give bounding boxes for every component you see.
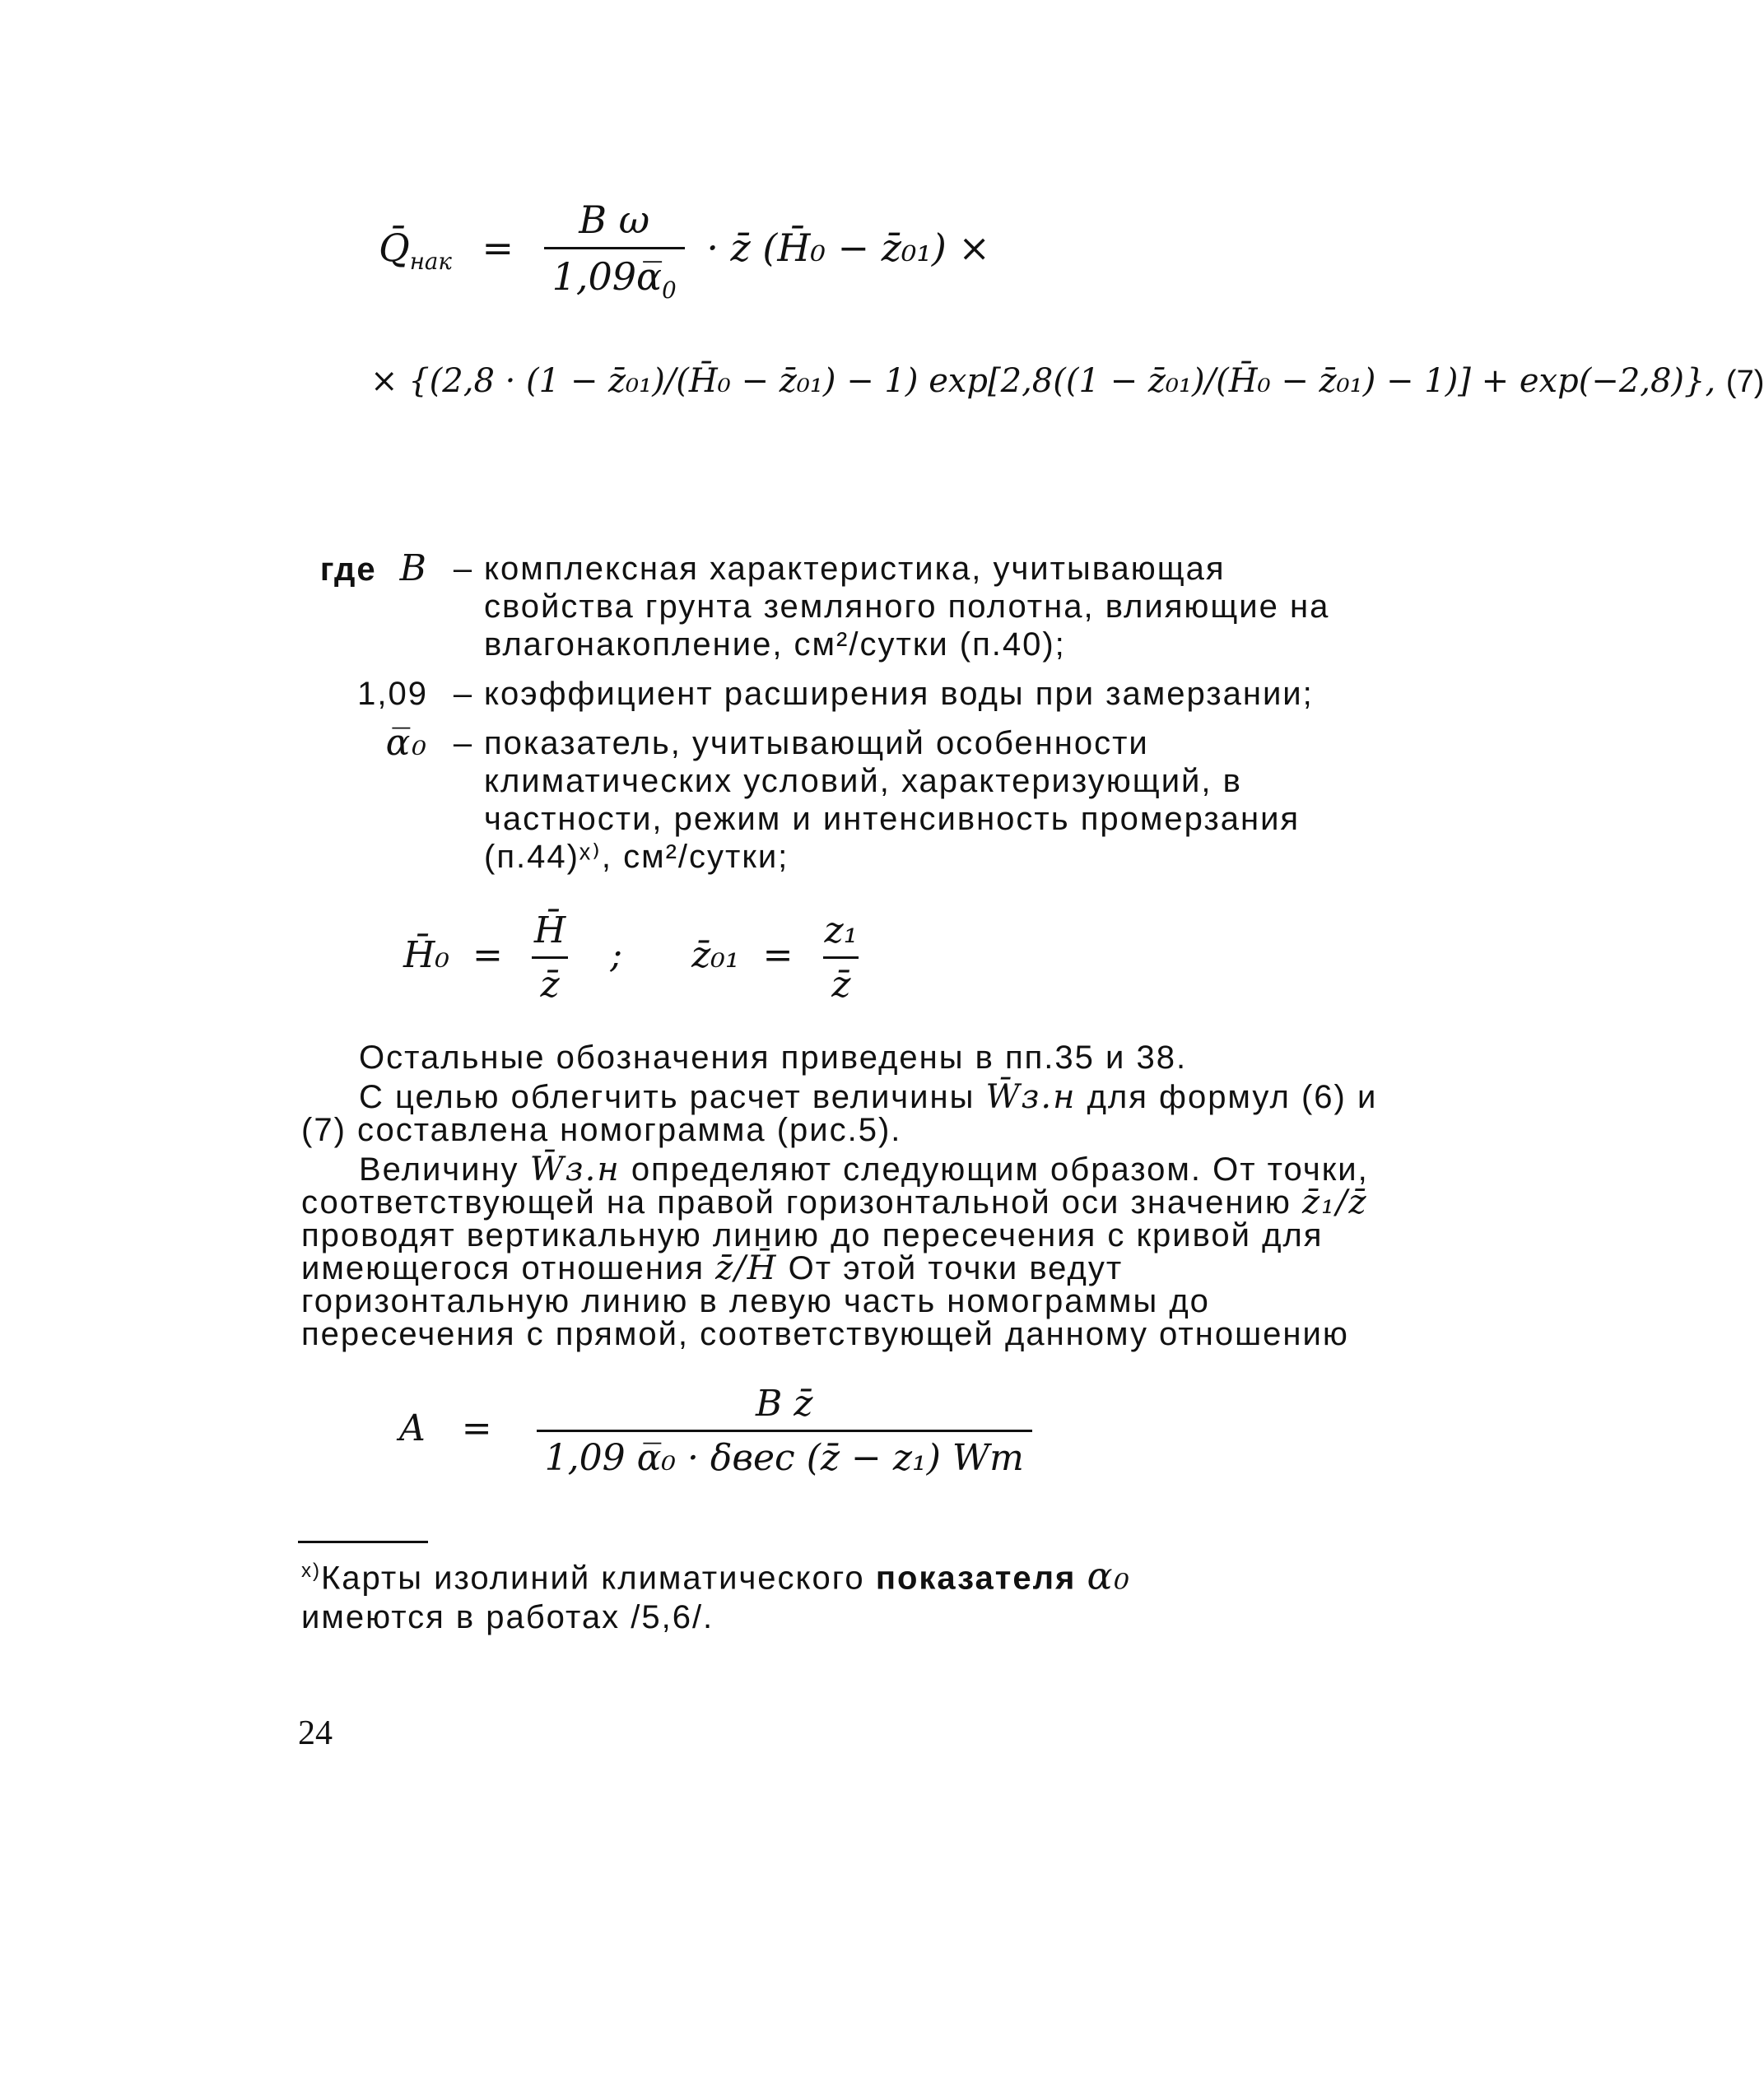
body-text	[301, 1041, 1380, 1357]
definition-dash: –	[453, 676, 474, 712]
formula-a-denominator: 1,09 α̅₀ · δвес (z̄ − z₁) Wт	[537, 1430, 1032, 1479]
formula-a	[399, 1383, 1032, 1479]
definition-text: показатель, учитывающий особенности климатических условий, характеризующий, в частности, режим и интенсивность промерзания (п.44)ˣ⁾, см²/сутки;	[484, 725, 1301, 875]
inline-symbol: W̄з.н	[529, 1151, 621, 1188]
formula-lhs: $Q̄_{нак}$	[379, 225, 452, 275]
definition-symbol: B	[399, 547, 428, 589]
formula-a-equals: =	[461, 1407, 492, 1449]
z01-lhs: z̄₀₁	[691, 934, 740, 976]
h0-fraction: $\frac{H̄}{z̄}$	[526, 909, 574, 1006]
formula-7-line-1	[379, 198, 990, 304]
definition-text: коэффициент расширения воды при замерзании;	[484, 676, 1314, 712]
formula-a-numerator: B z̄	[755, 1383, 813, 1425]
ratio-formulas: H̄₀ = $\frac{H̄}{z̄}$ ; z̄₀₁ = $\frac{\text{z₁}}{z̄}$	[403, 909, 866, 1006]
formula-line-2-expression: × {(2,8 · (1 − z̄₀₁)/(H̄₀ − z̄₀₁) − 1) exp[2,8((1 − z̄₀₁)/(H̄₀ − z̄₀₁) − 1)] + exp(−2,8)},	[370, 362, 1716, 400]
z01-fraction: $\frac{\text{z₁}}{z̄}$	[824, 909, 859, 1006]
h0-lhs: H̄₀	[403, 934, 450, 976]
footnote: $^{х)}$Карты изолиний климатического показателя α₀ имеются в работах /5,6/.	[301, 1553, 1131, 1636]
formula-a-lhs: A	[399, 1407, 426, 1449]
definition-dash: –	[453, 725, 474, 761]
definition-item	[303, 547, 1373, 663]
paragraph: С целью облегчить расчет величины W̄з.н для формул (6) и (7) составлена номограмма (рис.5).	[301, 1078, 1378, 1148]
inline-symbol: W̄з.н	[985, 1078, 1077, 1116]
definition-symbol: 1,09	[357, 676, 428, 712]
page-number: 24	[298, 1714, 333, 1752]
formula-rest: · z̄ (H̄₀ − z̄₀₁) ×	[706, 225, 990, 270]
fraction-numerator: B ω	[579, 198, 650, 242]
inline-symbol: z̄/H̄	[715, 1249, 778, 1287]
definition-symbol: α̅₀	[385, 722, 428, 764]
formula-fraction	[544, 198, 685, 304]
formula-a-fraction	[537, 1383, 1032, 1479]
definitions-list	[303, 547, 1373, 887]
inline-symbol: z̄₁/z̄	[1301, 1184, 1368, 1221]
definition-dash: –	[453, 551, 474, 587]
paragraph: Остальные обозначения приведены в пп.35 и 38.	[359, 1040, 1188, 1076]
footnote-symbol: α₀	[1087, 1553, 1131, 1598]
fraction-denominator: $1,09\alpha̅_0$	[544, 247, 685, 304]
formula-equals: =	[482, 225, 514, 270]
footnote-marker: х)	[301, 1560, 321, 1582]
where-label: где	[319, 551, 377, 588]
definition-item	[303, 675, 1373, 713]
formula-7-line-2	[370, 362, 1764, 400]
footnote-rule	[298, 1541, 428, 1543]
definition-item	[303, 724, 1373, 876]
paragraph: Величину W̄з.н определяют следующим образом. От точки, соответствующей на правой горизонтальной оси значению z̄₁/z̄ проводят вертикальную линию до пересечения с кривой для имеющегося отношения z̄/H̄ От этой точки ведут горизонтальную линию в левую часть номограммы до пересечения с прямой, соответствующей данному отношению	[301, 1151, 1369, 1352]
definition-text: комплексная характеристика, учитывающая свойства грунта земляного полотна, влияющие на влагонакопление, см²/сутки (п.40);	[484, 551, 1330, 663]
equation-number: (7)	[1725, 365, 1764, 399]
ratio-separator: ;	[610, 934, 623, 976]
